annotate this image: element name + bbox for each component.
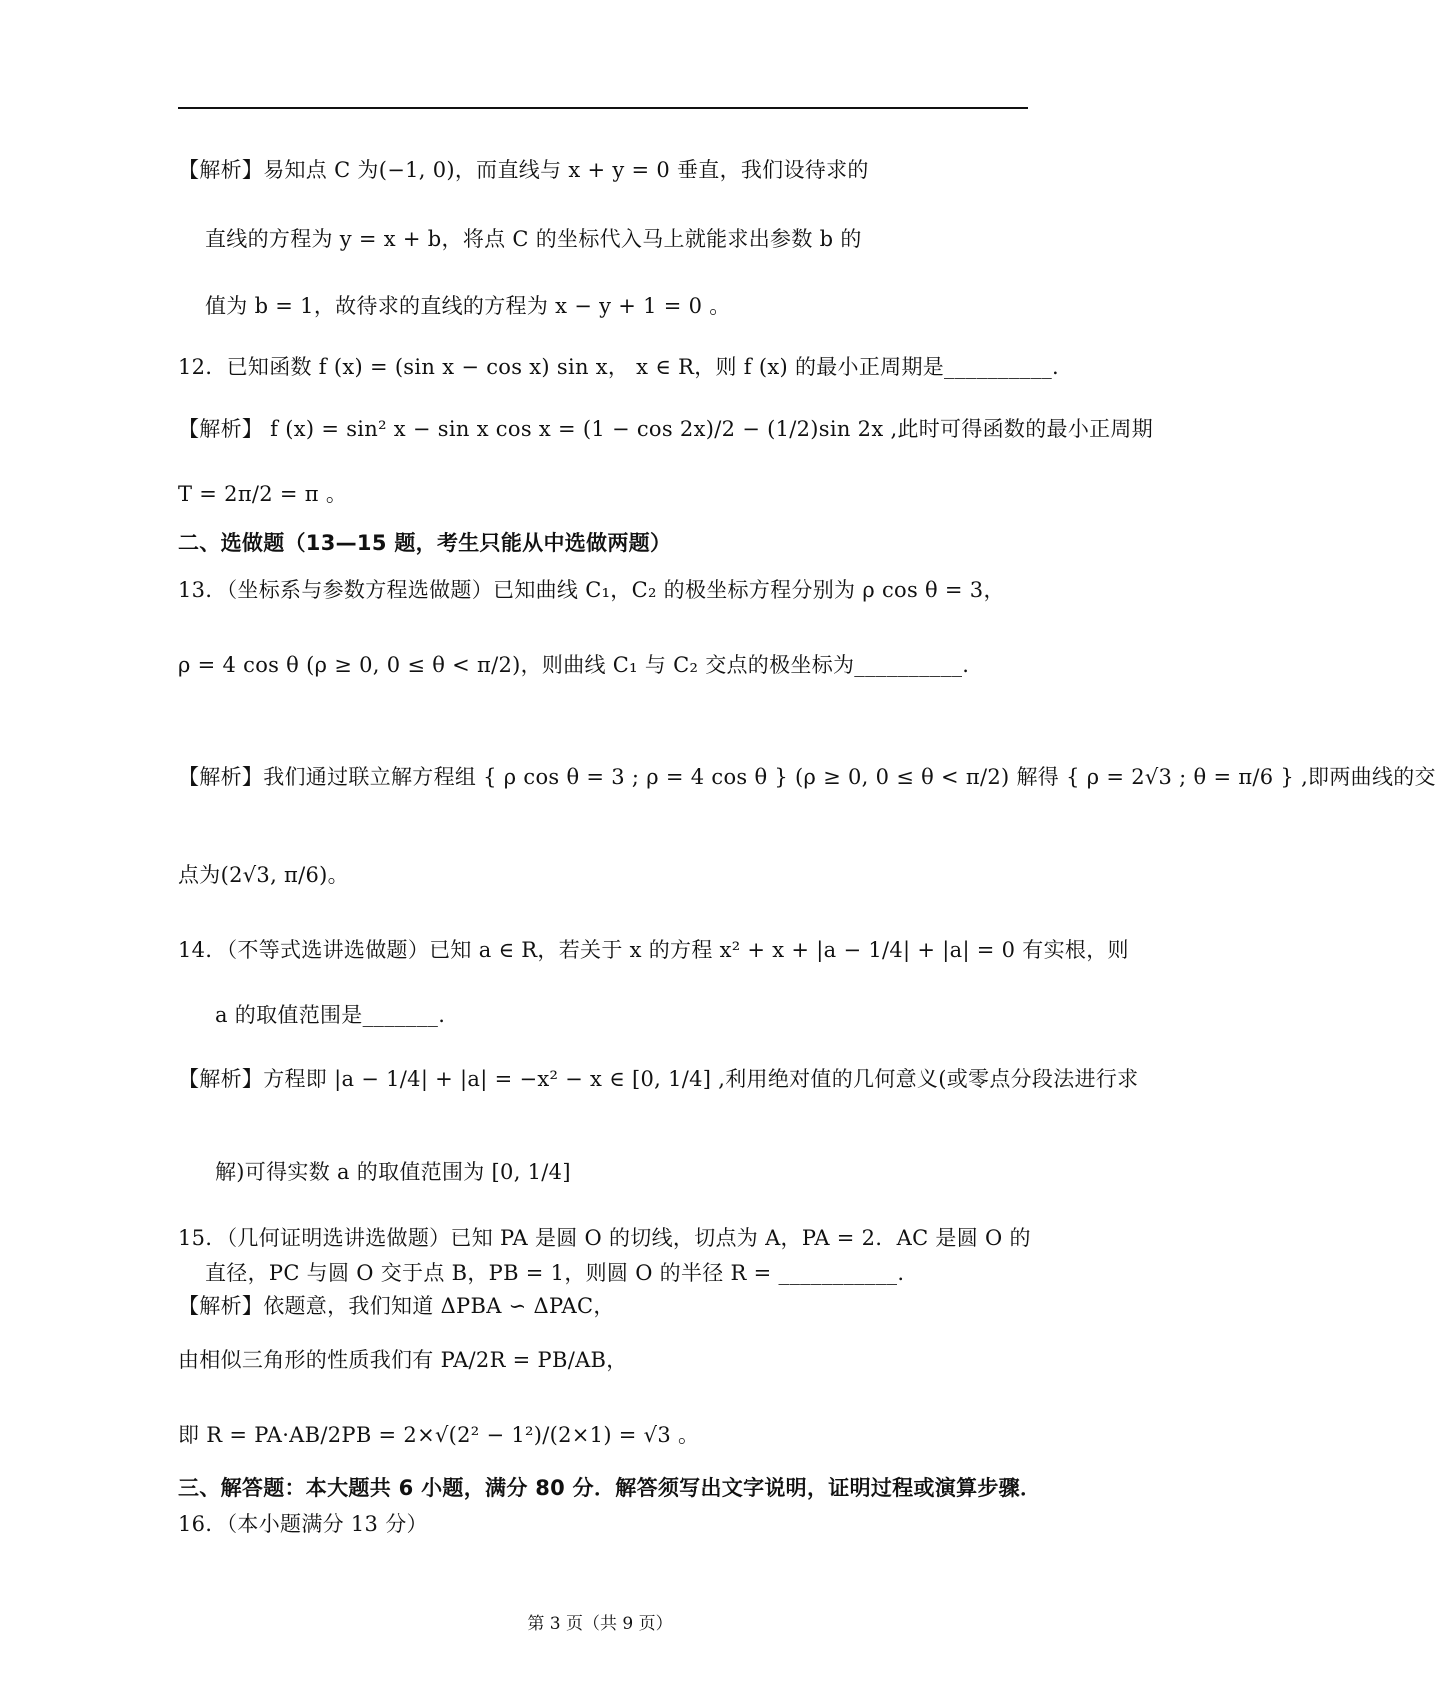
- question-16-heading: 16．（本小题满分 13 分）: [178, 1512, 428, 1536]
- question-15-stem-line1: 15．（几何证明选讲选做题）已知 PA 是圆 O 的切线，切点为 A，PA = 2．AC 是圆 O 的: [178, 1226, 1031, 1250]
- question-15-analysis-line3: 即 R = PA·AB/2PB = 2×√(2² − 1²)/(2×1) = √3 。: [178, 1423, 700, 1447]
- question-13-analysis-line1: 【解析】我们通过联立解方程组 { ρ cos θ = 3 ; ρ = 4 cos θ } (ρ ≥ 0, 0 ≤ θ < π/2) 解得 { ρ = 2√3 ; θ = π/6 } ,即两曲线的交: [178, 765, 1436, 789]
- question-14-stem-line2: a 的取值范围是_______.: [215, 1003, 446, 1027]
- question-13-stem-line1: 13．（坐标系与参数方程选做题）已知曲线 C₁，C₂ 的极坐标方程分别为 ρ cos θ = 3，: [178, 578, 1005, 602]
- analysis-11-line1: 【解析】易知点 C 为(−1, 0)，而直线与 x + y = 0 垂直，我们设待求的: [178, 158, 869, 182]
- section-3-heading: 三、解答题：本大题共 6 小题，满分 80 分．解答须写出文字说明，证明过程或演算步骤．: [178, 1476, 1042, 1500]
- header-rule: [178, 107, 1028, 109]
- question-12-analysis-line2: T = 2π/2 = π 。: [178, 482, 348, 506]
- section-2-heading: 二、选做题（13—15 题，考生只能从中选做两题）: [178, 531, 672, 555]
- analysis-11-line2: 直线的方程为 y = x + b，将点 C 的坐标代入马上就能求出参数 b 的: [205, 227, 862, 251]
- question-15-analysis-line2: 由相似三角形的性质我们有 PA/2R = PB/AB，: [178, 1348, 628, 1372]
- question-14-stem-line1: 14．（不等式选讲选做题）已知 a ∈ R，若关于 x 的方程 x² + x + |a − 1/4| + |a| = 0 有实根，则: [178, 938, 1129, 962]
- question-14-analysis-line2: 解)可得实数 a 的取值范围为 [0, 1/4]: [215, 1160, 571, 1184]
- question-13-stem-line2: ρ = 4 cos θ (ρ ≥ 0, 0 ≤ θ < π/2)，则曲线 C₁ 与 C₂ 交点的极坐标为__________.: [178, 653, 970, 677]
- question-14-analysis-line1: 【解析】方程即 |a − 1/4| + |a| = −x² − x ∈ [0, 1/4] ,利用绝对值的几何意义(或零点分段法进行求: [178, 1067, 1139, 1091]
- question-15-stem-line2: 直径，PC 与圆 O 交于点 B，PB = 1，则圆 O 的半径 R = ___________.: [205, 1261, 905, 1285]
- question-12-analysis-line1: 【解析】 f (x) = sin² x − sin x cos x = (1 − cos 2x)/2 − (1/2)sin 2x ,此时可得函数的最小正周期: [178, 417, 1154, 441]
- question-15-analysis-line1: 【解析】依题意，我们知道 ΔPBA ∽ ΔPAC，: [178, 1294, 615, 1318]
- page-footer: 第 3 页（共 9 页）: [527, 1614, 673, 1634]
- question-13-analysis-line2: 点为(2√3, π/6)。: [178, 863, 349, 887]
- analysis-11-line3: 值为 b = 1，故待求的直线的方程为 x − y + 1 = 0 。: [205, 294, 731, 318]
- question-12-stem: 12．已知函数 f (x) = (sin x − cos x) sin x， x ∈ R，则 f (x) 的最小正周期是__________.: [178, 355, 1060, 379]
